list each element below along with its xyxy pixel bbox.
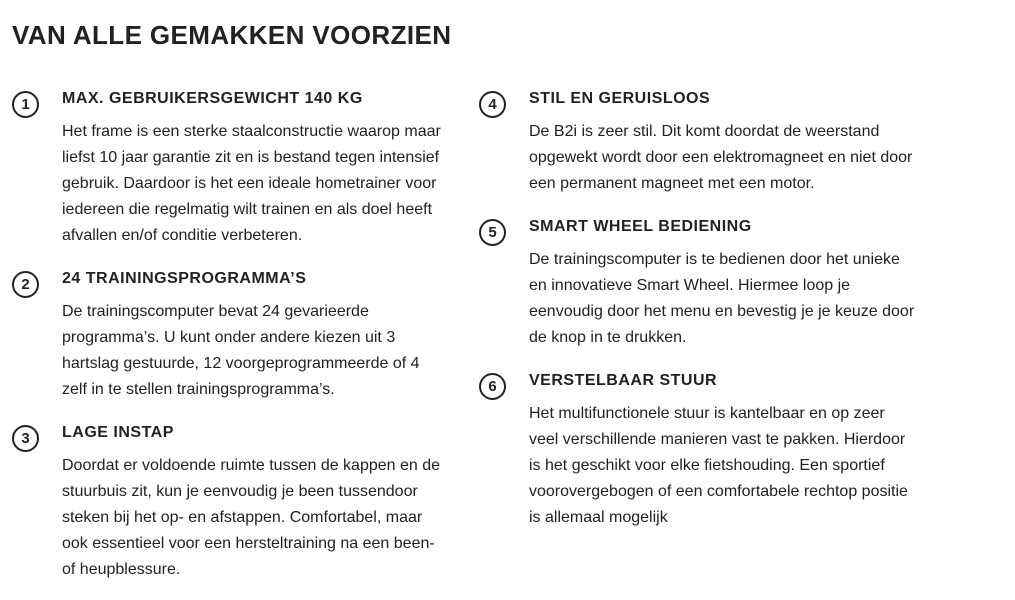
feature-description-line: zelf in te stellen trainingsprogramma’s. xyxy=(62,381,335,398)
feature-description xyxy=(62,119,441,249)
feature-title: MAX. GEBRUIKERSGEWICHT 140 KG xyxy=(62,90,363,107)
feature-description-line: De B2i is zeer stil. Dit komt doordat de weerstand xyxy=(529,123,880,140)
feature-description-line: opgewekt wordt door een elektromagneet en niet door xyxy=(529,149,913,166)
feature-title: VERSTELBAAR STUUR xyxy=(529,372,718,389)
feature-description-line: hartslag gestuurde, 12 voorgeprogrammeerde of 4 xyxy=(62,355,420,372)
feature-description-line: is allemaal mogelijk xyxy=(529,509,668,526)
feature-description-line: iedereen die regelmatig wilt trainen en als doel heeft xyxy=(62,201,433,218)
feature-title: SMART WHEEL BEDIENING xyxy=(529,218,752,235)
feature-number-badge: 5 xyxy=(479,219,506,246)
feature-number-badge: 2 xyxy=(12,271,39,298)
feature-number-badge: 4 xyxy=(479,91,506,118)
feature-description-line: eenvoudig door het menu en bevestig je je keuze door xyxy=(529,303,915,320)
feature-description-line: veel verschillende manieren vast te pakken. Hierdoor xyxy=(529,431,906,448)
feature-description-line: steken bij het op- en afstappen. Comfortabel, maar xyxy=(62,509,423,526)
feature-description-line: een permanent magneet met een motor. xyxy=(529,175,815,192)
feature-description-line: ook essentieel voor een hersteltraining na een been- xyxy=(62,535,435,552)
page-title: VAN ALLE GEMAKKEN VOORZIEN xyxy=(12,20,452,50)
feature-description xyxy=(529,119,912,197)
feature-description-line: Doordat er voldoende ruimte tussen de kappen en de xyxy=(62,457,441,474)
feature-description xyxy=(529,247,914,351)
feature-title: STIL EN GERUISLOOS xyxy=(529,90,711,107)
feature-title: 24 TRAININGSPROGRAMMA’S xyxy=(62,270,307,287)
feature-description-line: Het frame is een sterke staalconstructie waarop maar xyxy=(62,123,441,140)
feature-description xyxy=(62,453,440,583)
feature-description-line: is het geschikt voor elke fietshouding. Een sportief xyxy=(529,457,885,474)
feature-number-badge: 1 xyxy=(12,91,39,118)
feature-number-badge: 6 xyxy=(479,373,506,400)
feature-description-line: de knop in te drukken. xyxy=(529,329,687,346)
feature-description-line: of heupblessure. xyxy=(62,561,181,578)
feature-description xyxy=(62,299,420,403)
feature-description-line: stuurbuis zit, kun je eenvoudig je been tussendoor xyxy=(62,483,418,500)
feature-description xyxy=(529,401,908,531)
feature-description-line: liefst 10 jaar garantie zit en is bestand tegen intensief xyxy=(62,149,440,166)
feature-title: LAGE INSTAP xyxy=(62,424,174,441)
feature-description-line: en innovatieve Smart Wheel. Hiermee loop je xyxy=(529,277,851,294)
feature-description-line: afvallen en/of conditie verbeteren. xyxy=(62,227,303,244)
feature-description-line: De trainingscomputer is te bedienen door het unieke xyxy=(529,251,900,268)
feature-number-badge: 3 xyxy=(12,425,39,452)
feature-description-line: Het multifunctionele stuur is kantelbaar en op zeer xyxy=(529,405,885,422)
feature-description-line: gebruik. Daardoor is het een ideale hometrainer voor xyxy=(62,175,437,192)
feature-description-line: programma’s. U kunt onder andere kiezen uit 3 xyxy=(62,329,396,346)
feature-description-line: voorovergebogen of een comfortabele rechtop positie xyxy=(529,483,908,500)
feature-description-line: De trainingscomputer bevat 24 gevarieerde xyxy=(62,303,369,320)
